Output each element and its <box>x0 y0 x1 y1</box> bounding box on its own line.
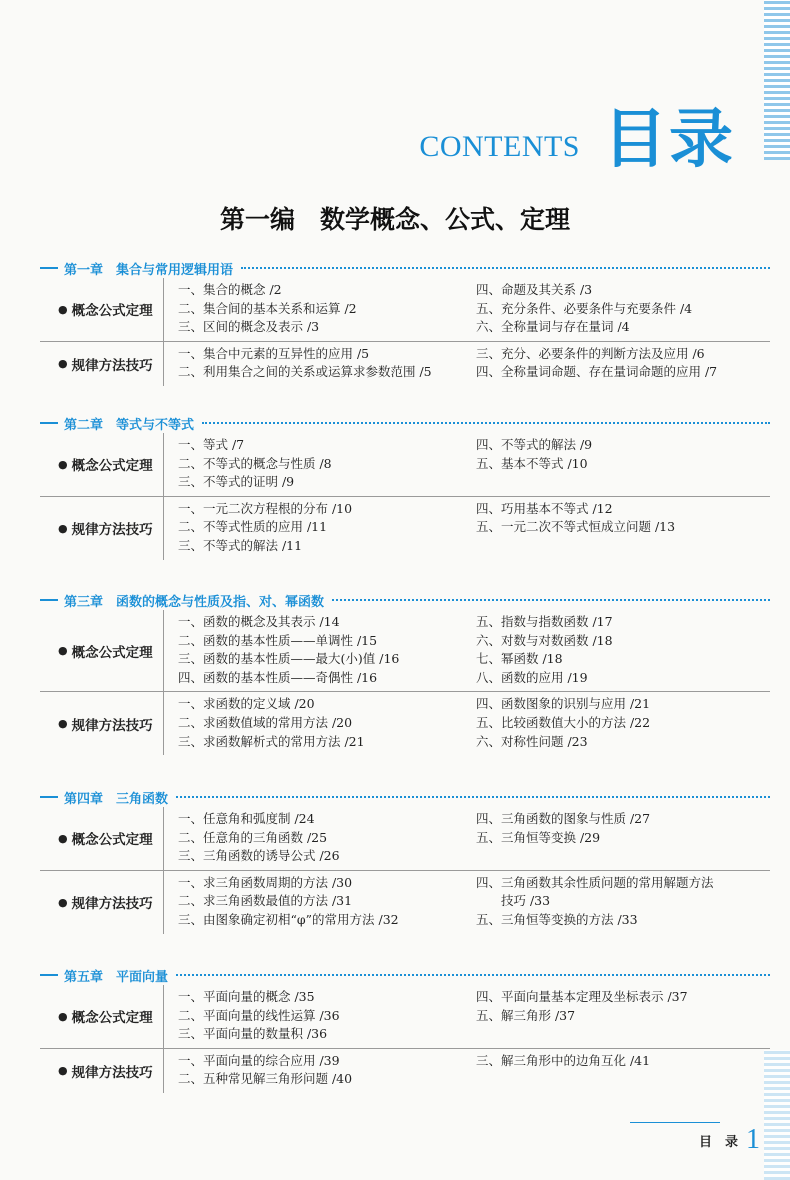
toc-right-column <box>476 695 770 751</box>
toc-left-column <box>178 988 476 1044</box>
toc-entry[interactable]: 三、三角函数的诱导公式 /26 <box>178 848 340 864</box>
toc-entry[interactable]: 四、三角函数其余性质问题的常用解题方法 <box>476 874 714 890</box>
toc-entry[interactable]: 五、充分条件、必要条件与充要条件 /4 <box>476 300 693 316</box>
toc-entry[interactable]: 八、函数的应用 /19 <box>476 669 588 685</box>
toc-entry[interactable]: 三、充分、必要条件的判断方法及应用 /6 <box>476 345 705 361</box>
toc-entry[interactable]: 三、平面向量的数量积 /36 <box>178 1026 328 1042</box>
toc-left-column <box>178 345 476 382</box>
toc-entry[interactable]: 二、集合间的基本关系和运算 /2 <box>178 300 357 316</box>
toc-entry[interactable]: 四、函数的基本性质——奇偶性 /16 <box>178 669 378 685</box>
contents-header <box>0 88 770 177</box>
toc-entry[interactable]: 四、不等式的解法 /9 <box>476 437 593 452</box>
toc-entry[interactable]: 二、五种常见解三角形问题 /40 <box>178 1071 353 1087</box>
chapter-rule <box>332 599 770 601</box>
chapter-title[interactable]: 第二章 等式与不等式 <box>64 417 195 433</box>
section-concepts <box>40 278 770 342</box>
chapter-title[interactable]: 第四章 三角函数 <box>64 791 169 807</box>
toc-entry[interactable]: 五、一元二次不等式恒成立问题 /13 <box>476 519 676 535</box>
toc-right-column <box>476 613 770 687</box>
toc-entry[interactable]: 七、幂函数 /18 <box>476 651 563 667</box>
section-label: ● 概念公式定理 <box>40 985 164 1048</box>
toc-entry[interactable]: 六、全称量词与存在量词 /4 <box>476 319 630 335</box>
section-concepts <box>40 433 770 497</box>
part-title: 第一编 数学概念、公式、定理 <box>219 205 570 234</box>
chapter-dash <box>40 974 58 976</box>
toc-entry[interactable]: 一、一元二次方程根的分布 /10 <box>178 500 353 516</box>
chapter-dash <box>40 267 58 269</box>
toc-entry[interactable]: 三、不等式的解法 /11 <box>178 537 303 553</box>
toc-right-column <box>476 810 770 866</box>
toc-right-column <box>476 345 770 382</box>
page-footer <box>699 1124 760 1156</box>
toc-entry[interactable]: 六、对数与对数函数 /18 <box>476 632 613 648</box>
chapter-heading[interactable] <box>40 413 770 433</box>
chapter-rule <box>176 796 770 798</box>
toc-entry[interactable]: 五、基本不等式 /10 <box>476 455 588 471</box>
section-label: ● 规律方法技巧 <box>40 342 164 386</box>
toc-entry[interactable]: 五、指数与指数函数 /17 <box>476 614 613 629</box>
toc-entry[interactable]: 四、全称量词命题、存在量词命题的应用 /7 <box>476 364 718 380</box>
section-concepts <box>40 985 770 1049</box>
toc-entry[interactable]: 四、函数图象的识别与应用 /21 <box>476 696 651 712</box>
footer-rule <box>630 1122 720 1123</box>
section-label: ● 概念公式定理 <box>40 278 164 341</box>
toc-entry[interactable]: 一、等式 /7 <box>178 437 245 452</box>
footer-label: 目 录 <box>698 1134 738 1150</box>
toc-right-column <box>476 1052 770 1089</box>
toc-entry[interactable]: 技巧 /33 <box>476 893 551 909</box>
toc-entry[interactable]: 二、函数的基本性质——单调性 /15 <box>178 632 378 648</box>
chapter-2 <box>40 413 770 560</box>
toc-entry[interactable]: 三、函数的基本性质——最大(小)值 /16 <box>178 651 400 667</box>
toc-left-column <box>178 1052 476 1089</box>
toc-entry[interactable]: 二、利用集合之间的关系或运算求参数范围 /5 <box>178 364 432 380</box>
chapter-title[interactable]: 第一章 集合与常用逻辑用语 <box>64 262 234 278</box>
chapter-1 <box>40 258 770 386</box>
toc-entry[interactable]: 一、求三角函数周期的方法 /30 <box>178 874 353 890</box>
section-label: ● 规律方法技巧 <box>40 497 164 560</box>
toc-entry[interactable]: 一、集合中元素的互异性的应用 /5 <box>178 345 370 361</box>
toc-entry[interactable]: 四、巧用基本不等式 /12 <box>476 500 613 516</box>
toc-entry[interactable]: 一、平面向量的概念 /35 <box>178 989 315 1004</box>
toc-left-column <box>178 436 476 492</box>
toc-right-column <box>476 500 770 556</box>
chapter-dash <box>40 599 58 601</box>
toc-entry[interactable]: 三、解三角形中的边角互化 /41 <box>476 1052 651 1068</box>
toc-entry[interactable]: 二、不等式性质的应用 /11 <box>178 519 328 535</box>
toc-right-column <box>476 988 770 1044</box>
toc-right-column <box>476 281 770 337</box>
toc-entry[interactable]: 一、求函数的定义域 /20 <box>178 696 315 712</box>
toc-entry[interactable]: 三、求函数解析式的常用方法 /21 <box>178 733 365 749</box>
chapter-title[interactable]: 第三章 函数的概念与性质及指、对、幂函数 <box>64 594 325 610</box>
section-methods <box>40 342 770 386</box>
section-concepts <box>40 610 770 692</box>
chapter-heading[interactable] <box>40 258 770 278</box>
section-label: ● 概念公式定理 <box>40 807 164 870</box>
section-label: ● 概念公式定理 <box>40 610 164 691</box>
contents-chinese-title: 目录 <box>603 103 735 177</box>
section-label: ● 概念公式定理 <box>40 433 164 496</box>
chapter-rule <box>176 974 770 976</box>
chapter-rule <box>241 267 770 269</box>
toc-entry[interactable]: 三、区间的概念及表示 /3 <box>178 319 320 335</box>
toc-entry[interactable]: 二、平面向量的线性运算 /36 <box>178 1007 340 1023</box>
toc-entry[interactable]: 二、求函数值域的常用方法 /20 <box>178 714 353 730</box>
page-number: 1 <box>746 1124 760 1155</box>
toc-left-column <box>178 695 476 751</box>
chapter-dash <box>40 796 58 798</box>
chapter-rule <box>202 422 770 424</box>
toc-left-column <box>178 810 476 866</box>
toc-right-column <box>476 436 770 492</box>
section-concepts <box>40 807 770 871</box>
toc-entry[interactable]: 六、对称性问题 /23 <box>476 733 588 749</box>
section-label: ● 规律方法技巧 <box>40 1049 164 1093</box>
toc-entry[interactable]: 一、集合的概念 /2 <box>178 282 282 297</box>
toc-entry[interactable]: 五、比较函数值大小的方法 /22 <box>476 714 651 730</box>
chapter-5 <box>40 965 770 1093</box>
toc-entry[interactable]: 三、由图象确定初相“φ”的常用方法 /32 <box>178 911 399 927</box>
section-label: ● 规律方法技巧 <box>40 692 164 755</box>
toc-entry[interactable]: 五、三角恒等变换的方法 /33 <box>476 911 638 927</box>
chapter-title[interactable]: 第五章 平面向量 <box>64 969 169 985</box>
toc-left-column <box>178 500 476 556</box>
toc-left-column <box>178 874 476 930</box>
chapter-4 <box>40 787 770 934</box>
chapter-heading[interactable] <box>40 787 770 807</box>
section-methods <box>40 871 770 934</box>
toc-entry[interactable]: 五、解三角形 /37 <box>476 1007 576 1023</box>
toc-entry[interactable]: 三、不等式的证明 /9 <box>178 474 295 490</box>
contents-english-title: CONTENTS <box>419 130 580 163</box>
toc-right-column <box>476 874 770 930</box>
toc-entry[interactable]: 四、三角函数的图象与性质 /27 <box>476 811 651 826</box>
toc-entry[interactable]: 二、任意角的三角函数 /25 <box>178 829 328 845</box>
toc-entry[interactable]: 一、函数的概念及其表示 /14 <box>178 614 340 629</box>
toc-entry[interactable]: 一、平面向量的综合应用 /39 <box>178 1052 340 1068</box>
chapter-3 <box>40 590 770 755</box>
toc-entry[interactable]: 四、平面向量基本定理及坐标表示 /37 <box>476 989 688 1004</box>
toc-left-column <box>178 281 476 337</box>
chapter-dash <box>40 422 58 424</box>
toc-entry[interactable]: 四、命题及其关系 /3 <box>476 282 593 297</box>
toc-entry[interactable]: 二、不等式的概念与性质 /8 <box>178 455 332 471</box>
toc-entry[interactable]: 一、任意角和弧度制 /24 <box>178 811 315 826</box>
section-label: ● 规律方法技巧 <box>40 871 164 934</box>
section-methods <box>40 497 770 560</box>
toc-entry[interactable]: 二、求三角函数最值的方法 /31 <box>178 893 353 909</box>
chapter-heading[interactable] <box>40 965 770 985</box>
section-methods <box>40 1049 770 1093</box>
toc-entry[interactable]: 五、三角恒等变换 /29 <box>476 829 601 845</box>
toc-left-column <box>178 613 476 687</box>
chapter-heading[interactable] <box>40 590 770 610</box>
section-methods <box>40 692 770 755</box>
